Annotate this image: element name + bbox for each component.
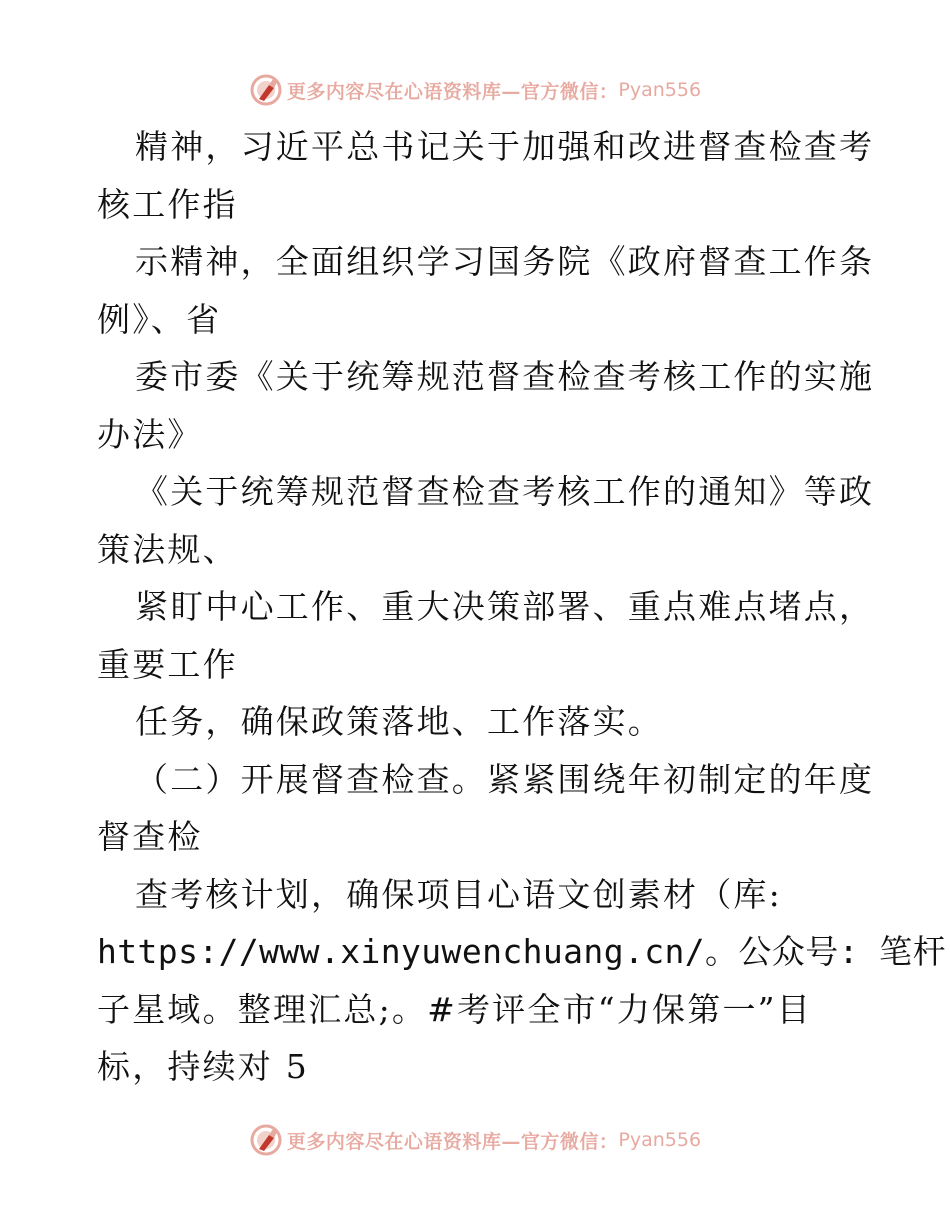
text-line: 紧盯中心工作、重大决策部署、重点难点堵点， bbox=[135, 587, 875, 626]
pen-nib-circle-icon bbox=[249, 1123, 283, 1157]
watermark-text: 更多内容尽在心语资料库—官方微信： bbox=[286, 80, 619, 103]
text-line: 查考核计划，确保项目心语文创素材（库: bbox=[135, 874, 782, 914]
text-line: 办法》 bbox=[97, 414, 203, 454]
watermark-wechat-id: Pyan556 bbox=[618, 79, 702, 101]
text-line: 例》、省 bbox=[97, 299, 222, 339]
text-line: 策法规、 bbox=[97, 529, 238, 569]
text-line: 示精神，全面组织学习国务院《政府督查工作条 bbox=[135, 242, 875, 281]
text-line: 精神，习近平总书记关于加强和改进督查检查考 bbox=[135, 127, 875, 166]
text-line: https://www.xinyuwenchuang.cn/。公众号: 笔杆 bbox=[97, 932, 946, 971]
text-line: 督查检 bbox=[97, 817, 203, 856]
page-header-watermark bbox=[0, 70, 950, 110]
text-line: （二）开展督查检查。紧紧围绕年初制定的年度 bbox=[135, 759, 875, 799]
document-body bbox=[97, 118, 946, 1096]
text-line: 《关于统筹规范督查检查考核工作的通知》等政 bbox=[135, 472, 875, 511]
text-line: 标，持续对 5 bbox=[97, 1047, 309, 1086]
pen-nib-circle-icon bbox=[249, 73, 283, 107]
watermark-wechat-id: Pyan556 bbox=[618, 1129, 702, 1151]
text-line: 子星域。整理汇总;。#考评全市“力保第一”目 bbox=[97, 989, 812, 1029]
text-line: 委市委《关于统筹规范督查检查考核工作的实施 bbox=[135, 357, 875, 396]
text-line: 重要工作 bbox=[97, 644, 238, 684]
text-line: 核工作指 bbox=[97, 184, 238, 224]
page-footer-watermark bbox=[0, 1120, 950, 1160]
text-line: 任务，确保政策落地、工作落实。 bbox=[135, 702, 663, 741]
watermark-text: 更多内容尽在心语资料库—官方微信： bbox=[286, 1130, 619, 1153]
